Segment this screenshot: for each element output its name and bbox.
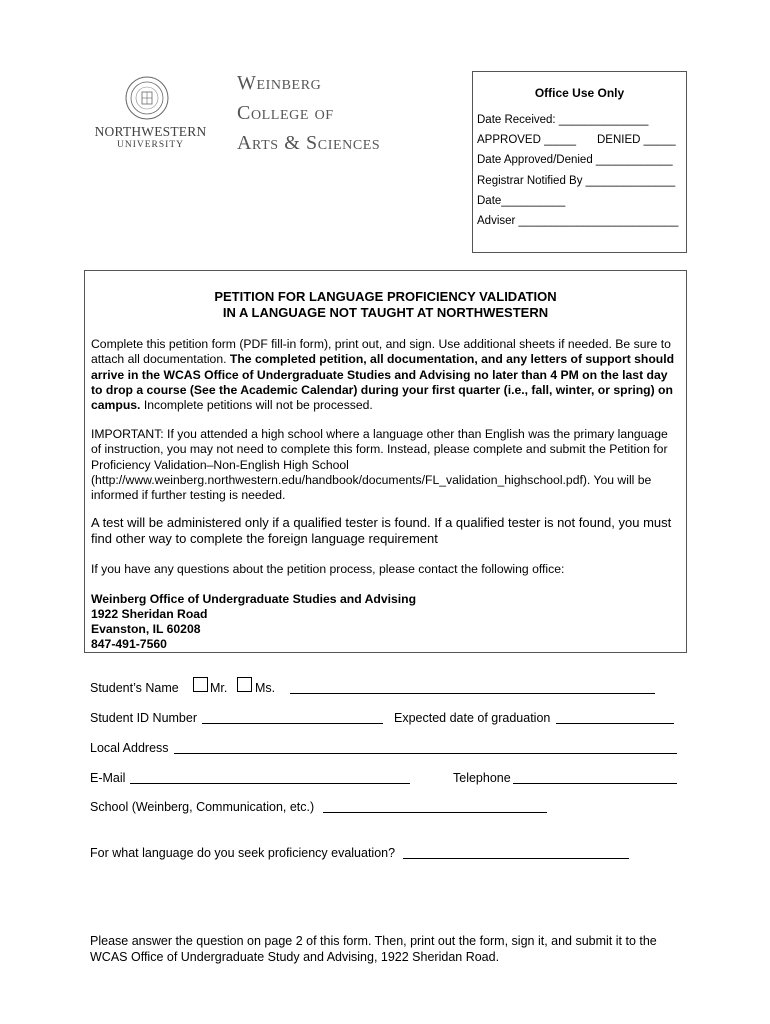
footer-instructions: Please answer the question on page 2 of this form. Then, print out the form, sign it, and submit it to the WCAS Office of Undergraduate Study and Advising, 1922 Sheridan Road.: [90, 934, 657, 964]
college-name-line-3: Arts & Sciences: [237, 132, 381, 154]
important-paragraph: IMPORTANT: If you attended a high school where a language other than English was the primary language of instruction, you may not need to complete this form. Instead, please complete and submit the Petition for Proficiency Validation–Non-English High School (http://www.weinberg.northwestern.edu/handbook/documents/FL_validation_highschool.pdf). You will be informed if further testing is needed.: [91, 427, 668, 503]
college-name-line-2: College of: [237, 102, 334, 124]
northwestern-wordmark: NORTHWESTERN: [94, 124, 207, 139]
mr-label: Mr.: [210, 681, 228, 695]
language-input[interactable]: [403, 858, 629, 859]
language-question-label: For what language do you seek proficiency evaluation?: [90, 846, 396, 860]
tester-paragraph: A test will be administered only if a qualified tester is found. If a qualified tester is not found, you must find other way to complete the foreign language requirement: [91, 515, 672, 546]
date-received-field: Date Received: ______________: [477, 114, 649, 126]
local-address-input[interactable]: [174, 753, 677, 754]
student-name-label: Student’s Name: [90, 681, 179, 695]
office-address-phone: 847-491-7560: [91, 637, 167, 651]
expected-graduation-input[interactable]: [556, 723, 674, 724]
contact-paragraph: If you have any questions about the petition process, please contact the following office:: [91, 562, 565, 576]
college-name-line-1: Weinberg: [237, 72, 322, 94]
university-wordmark: UNIVERSITY: [117, 140, 184, 150]
student-id-label: Student ID Number: [90, 711, 197, 725]
petition-title-line-1: PETITION FOR LANGUAGE PROFICIENCY VALIDATION: [214, 289, 557, 304]
school-input[interactable]: [323, 812, 547, 813]
denied-field: DENIED _____: [597, 134, 676, 146]
adviser-field: Adviser _________________________: [477, 215, 679, 227]
email-input[interactable]: [130, 783, 410, 784]
office-address-name: Weinberg Office of Undergraduate Studies and Advising: [91, 592, 417, 606]
approved-field: APPROVED _____: [477, 134, 577, 146]
office-address-street: 1922 Sheridan Road: [91, 607, 208, 621]
student-name-input[interactable]: [290, 693, 655, 694]
local-address-label: Local Address: [90, 741, 169, 755]
expected-graduation-label: Expected date of graduation: [394, 711, 551, 725]
date-approved-field: Date Approved/Denied ____________: [477, 154, 673, 166]
petition-title-line-2: IN A LANGUAGE NOT TAUGHT AT NORTHWESTERN: [222, 305, 549, 320]
registrar-notified-field: Registrar Notified By ______________: [477, 175, 676, 187]
telephone-label: Telephone: [453, 771, 511, 785]
instructions-paragraph: Complete this petition form (PDF fill-in form), print out, and sign. Use additional sheets if needed. Be sure to attach all documentation. The completed petition, all documentation, and any letters of support should arrive in the WCAS Office of Undergraduate Studies and Advising no later than 4 PM on the last day to drop a course (See the Academic Calendar) during your first quarter (i.e., fall, winter, or spring) on campus. Incomplete petitions will not be processed.: [91, 337, 675, 413]
office-date-field: Date__________: [477, 195, 566, 207]
email-label: E-Mail: [90, 771, 126, 785]
ms-label: Ms.: [255, 681, 276, 695]
student-id-input[interactable]: [202, 723, 383, 724]
telephone-input[interactable]: [513, 783, 677, 784]
school-label: School (Weinberg, Communication, etc.): [90, 800, 315, 814]
ms-checkbox[interactable]: [237, 677, 252, 692]
petition-instructions-box: [84, 270, 687, 653]
office-use-title: Office Use Only: [534, 86, 625, 100]
university-seal-icon: [125, 76, 169, 120]
office-address-city: Evanston, IL 60208: [91, 622, 201, 636]
mr-checkbox[interactable]: [193, 677, 208, 692]
office-use-box: [472, 71, 687, 253]
